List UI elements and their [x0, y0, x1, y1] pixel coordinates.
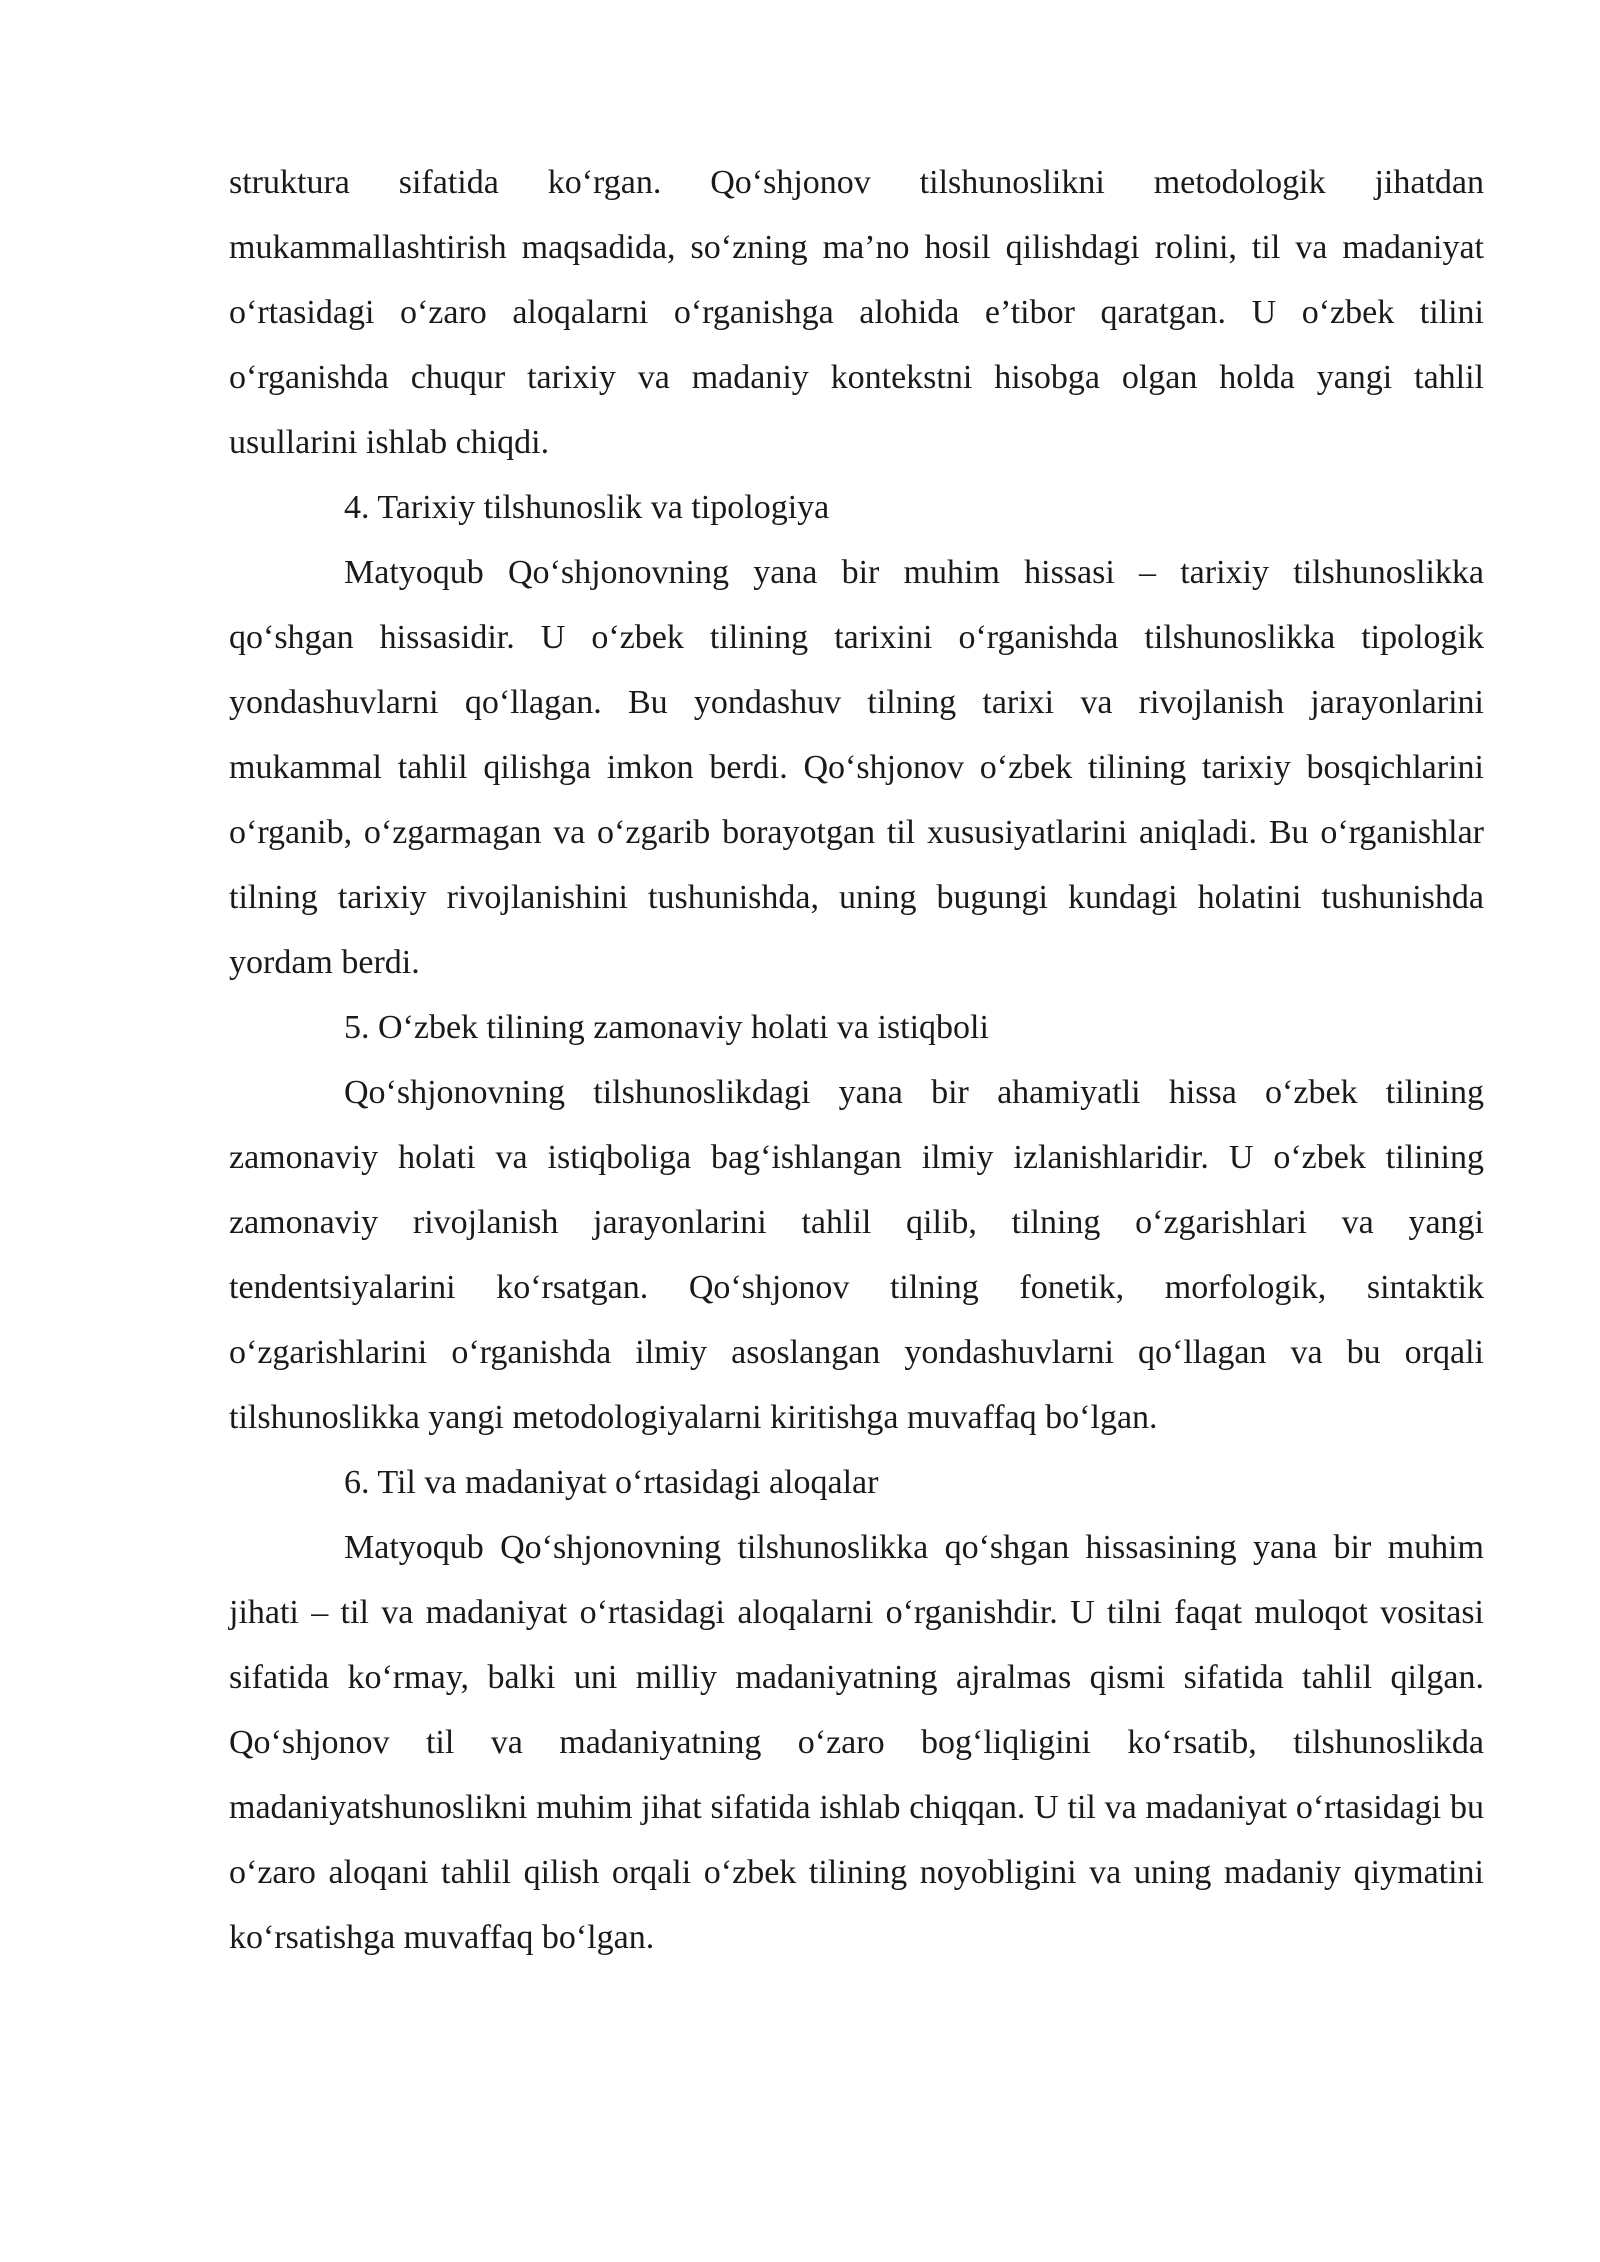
- paragraph-section-5: Qo‘shjonovning tilshunoslikdagi yana bir ahamiyatli hissa o‘zbek tilining zamonaviy holati va istiqboliga bag‘ishlangan ilmiy izlanishlaridir. U o‘zbek tilining zamonaviy rivojlanish jarayonlarini tahlil qilib, tilning o‘zgarishlari va yangi tendentsiyalarini ko‘rsatgan. Qo‘shjonov tilning fonetik, morfologik, sintaktik o‘zgarishlarini o‘rganishda ilmiy asoslangan yondashuvlarni qo‘llagan va bu orqali tilshunoslikka yangi metodologiyalarni kiritishga muvaffaq bo‘lgan.: [229, 1074, 1484, 1436]
- paragraph-section-6: Matyoqub Qo‘shjonovning tilshunoslikka qo‘shgan hissasining yana bir muhim jihati – til va madaniyat o‘rtasidagi aloqalarni o‘rganishdir. U tilni faqat muloqot vositasi sifatida ko‘rmay, balki uni milliy madaniyatning ajralmas qismi sifatida tahlil qilgan. Qo‘shjonov til va madaniyatning o‘zaro bog‘liqligini ko‘rsatib, tilshunoslikda madaniyatshunoslikni muhim jihat sifatida ishlab chiqqan. U til va madaniyat o‘rtasidagi bu o‘zaro aloqani tahlil qilish orqali o‘zbek tilining noyobligini va uning madaniy qiymatini ko‘rsatishga muvaffaq bo‘lgan.: [229, 1529, 1484, 1956]
- paragraph-section-4: Matyoqub Qo‘shjonovning yana bir muhim hissasi – tarixiy tilshunoslikka qo‘shgan hissasidir. U o‘zbek tilining tarixini o‘rganishda tilshunoslikka tipologik yondashuvlarni qo‘llagan. Bu yondashuv tilning tarixi va rivojlanish jarayonlarini mukammal tahlil qilishga imkon berdi. Qo‘shjonov o‘zbek tilining tarixiy bosqichlarini o‘rganib, o‘zgarmagan va o‘zgarib borayotgan til xususiyatlarini aniqladi. Bu o‘rganishlar tilning tarixiy rivojlanishini tushunishda, uning bugungi kundagi holatini tushunishda yordam berdi.: [229, 554, 1484, 981]
- section-heading-5: 5. O‘zbek tilining zamonaviy holati va istiqboli: [344, 1009, 989, 1046]
- paragraph-continuation: struktura sifatida ko‘rgan. Qo‘shjonov tilshunoslikni metodologik jihatdan mukammallashtirish maqsadida, so‘zning ma’no hosil qilishdagi rolini, til va madaniyat o‘rtasidagi o‘zaro aloqalarni o‘rganishga alohida e’tibor qaratgan. U o‘zbek tilini o‘rganishda chuqur tarixiy va madaniy kontekstni hisobga olgan holda yangi tahlil usullarini ishlab chiqdi.: [229, 164, 1484, 461]
- section-heading-6: 6. Til va madaniyat o‘rtasidagi aloqalar: [344, 1464, 879, 1501]
- text-column: [229, 150, 1484, 1970]
- section-heading-4: 4. Tarixiy tilshunoslik va tipologiya: [344, 489, 830, 526]
